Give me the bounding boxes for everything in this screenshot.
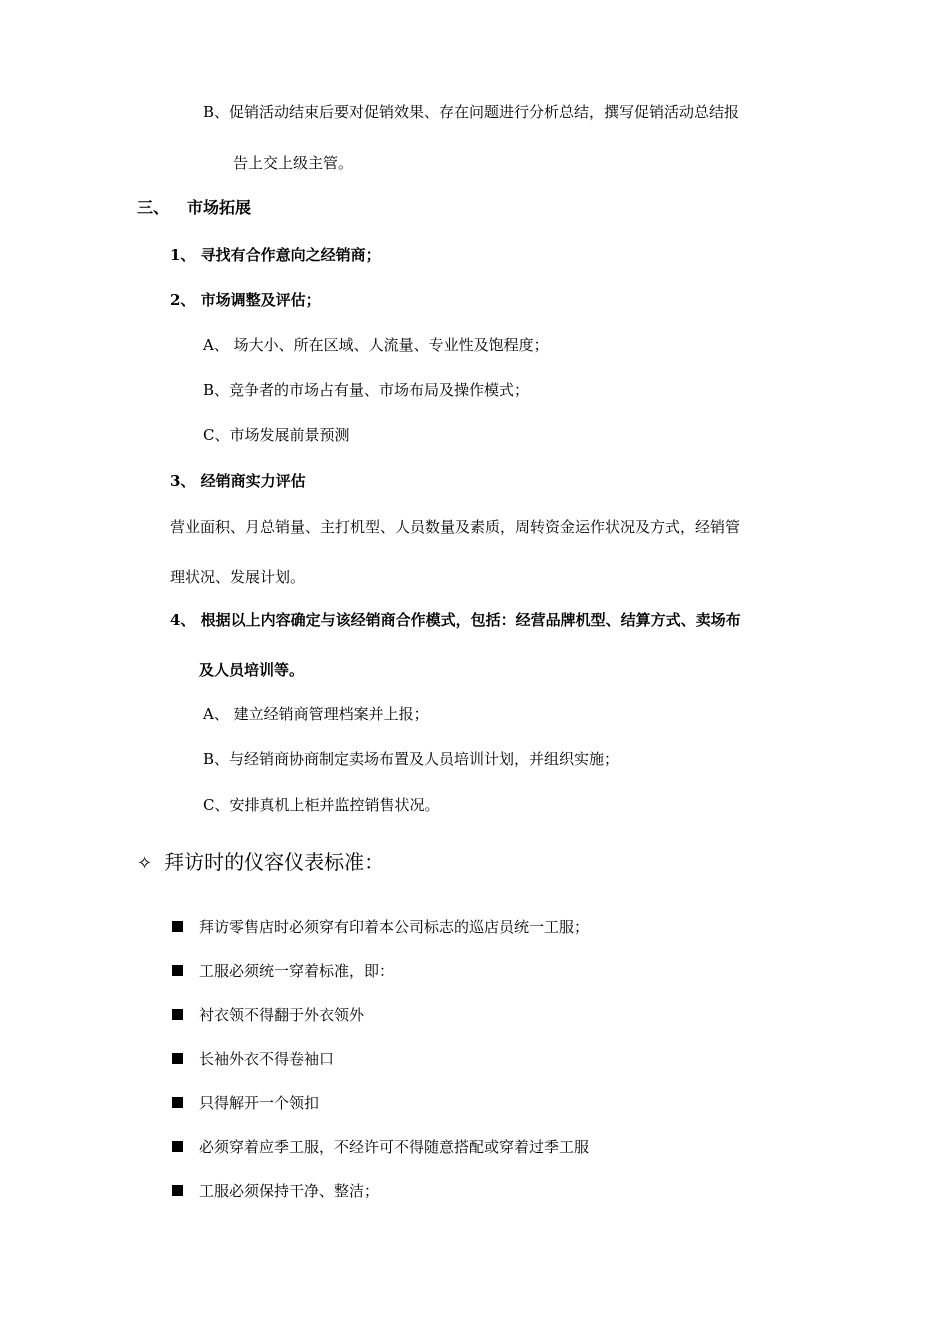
square-bullet-icon <box>172 1097 183 1108</box>
market-item-1: 1、 寻找有合作意向之经销商； <box>170 246 381 264</box>
visit-bullet-item: 长袖外衣不得卷袖口 <box>199 1050 335 1068</box>
square-bullet-icon <box>172 1009 183 1020</box>
market-item-4-line2: 及人员培训等。 <box>199 661 305 679</box>
market-item-2-a: A、 场大小、所在区域、人流量、专业性及饱程度； <box>203 336 549 354</box>
visit-bullet-item: 只得解开一个领扣 <box>199 1094 320 1112</box>
market-item-2: 2、 市场调整及评估； <box>170 291 321 309</box>
promo-item-b-line2: 告上交上级主管。 <box>233 154 354 172</box>
market-item-4-a: A、 建立经销商管理档案并上报； <box>203 705 429 723</box>
diamond-bullet-icon: ✧ <box>137 853 153 874</box>
section-title: 市场拓展 <box>187 198 252 217</box>
visit-bullet-item: 工服必须统一穿着标准，即： <box>199 962 395 980</box>
visit-title: 拜访时的仪容仪表标准： <box>164 850 385 874</box>
market-item-3: 3、 经销商实力评估 <box>170 472 306 490</box>
square-bullet-icon <box>172 1141 183 1152</box>
market-item-3-text-line2: 理状况、发展计划。 <box>170 568 306 586</box>
section-number: 三、 <box>137 198 170 217</box>
square-bullet-icon <box>172 1053 183 1064</box>
square-bullet-icon <box>172 965 183 976</box>
market-item-4-c: C、安排真机上柜并监控销售状况。 <box>203 796 440 814</box>
market-item-4-b: B、与经销商协商制定卖场布置及人员培训计划，并组织实施； <box>203 750 620 768</box>
market-item-2-b: B、竞争者的市场占有量、市场布局及操作模式； <box>203 381 530 399</box>
square-bullet-icon <box>172 1185 183 1196</box>
market-item-3-text-line1: 营业面积、月总销量、主打机型、人员数量及素质，周转资金运作状况及方式，经销管 <box>170 518 741 536</box>
visit-bullet-item: 拜访零售店时必须穿有印着本公司标志的巡店员统一工服； <box>199 918 590 936</box>
visit-bullet-item: 必须穿着应季工服，不经许可不得随意搭配或穿着过季工服 <box>199 1138 590 1156</box>
square-bullet-icon <box>172 921 183 932</box>
market-item-2-c: C、市场发展前景预测 <box>203 426 350 444</box>
promo-item-b-line1: B、促销活动结束后要对促销效果、存在问题进行分析总结，撰写促销活动总结报 <box>203 103 740 121</box>
visit-bullet-item: 工服必须保持干净、整洁； <box>199 1182 380 1200</box>
market-item-4-line1: 4、 根据以上内容确定与该经销商合作模式，包括：经营品牌机型、结算方式、卖场布 <box>170 611 741 629</box>
visit-heading <box>137 849 384 877</box>
visit-bullet-item: 衬衣领不得翻于外衣领外 <box>199 1006 365 1024</box>
